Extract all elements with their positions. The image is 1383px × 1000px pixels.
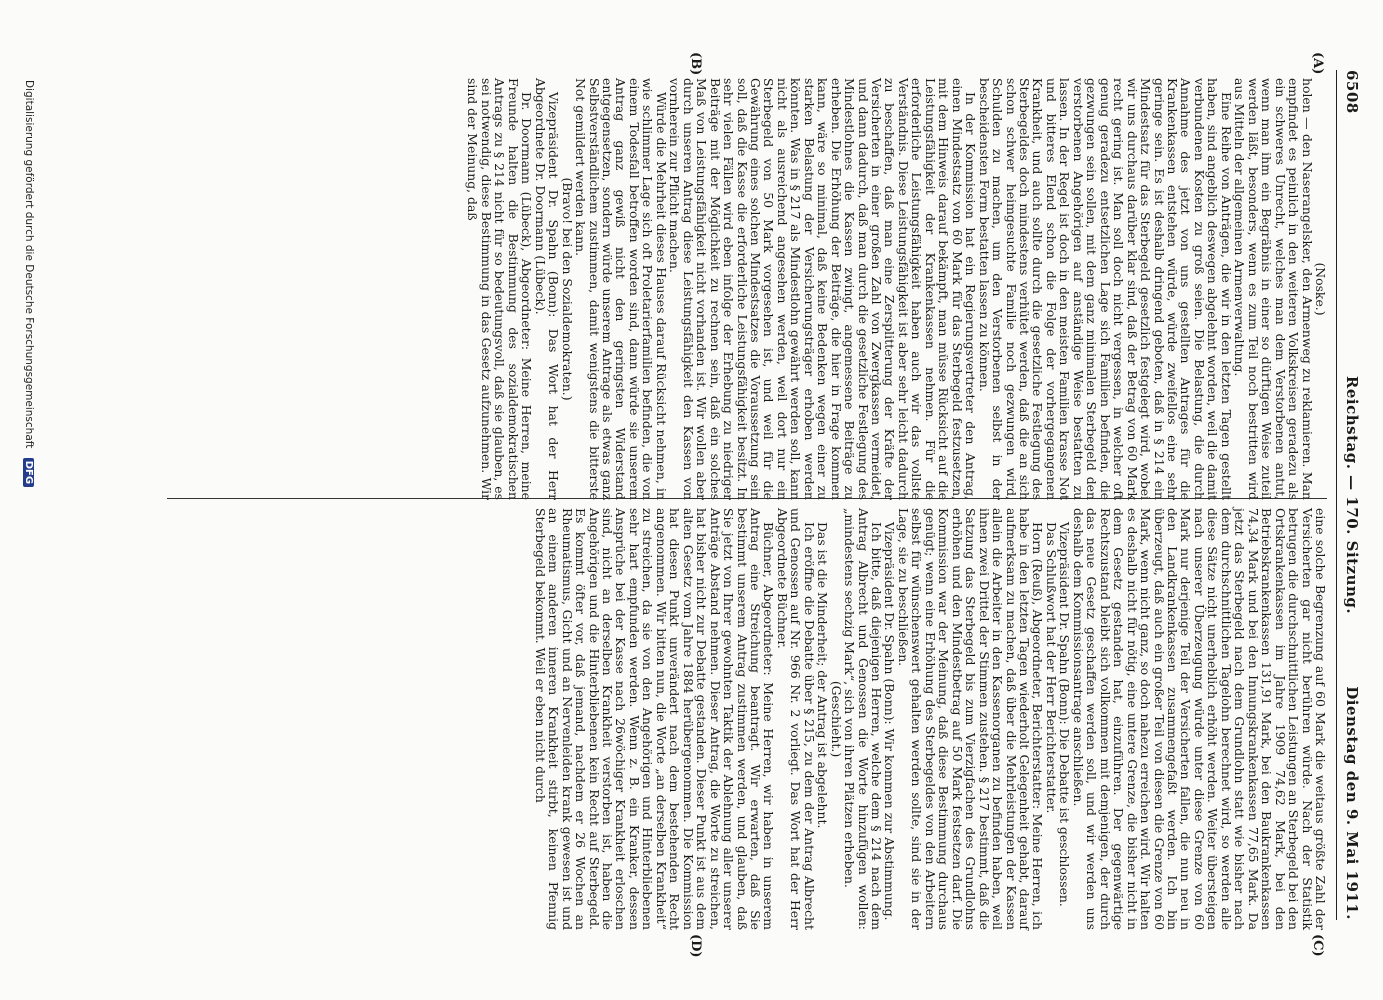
right-column: [533, 508, 1327, 930]
page-title: Reichstag. — 170. Sitzung.: [1343, 375, 1361, 615]
paragraph: holen — den Naserangelsker, den Armenweg zu reklamieren. Man empfindet es peinlich in den weiteren Volkskreisen geradezu als ein schweres Unrecht, welches man dem Verstorbenen antut, wenn man ihm ein Begräbnis in einer so dürftigen Weise zuteil werden läßt, besonders, wenn es zum Teil noch bestritten wird aus Mitteln der allgemeinen Armenverwaltung.: [1232, 78, 1315, 500]
margin-mark-a: (A): [1310, 52, 1325, 75]
margin-mark-b: (B): [688, 52, 703, 76]
dfg-logo: DFG: [23, 458, 34, 487]
paragraph: Würde die Mehrheit dieses Hauses darauf Rücksicht nehmen, in wie schlimmer Lage sich oft Proletarierfamilien befinden, die von einem Todesfall betroffen worden sind, dann würde sie unserem Antrag ganz gewiß nicht den geringsten Widerstand entgegensetzen, sondern würde unserem Antrage als etwas ganz Selbstverständlichem zustimmen, damit wenigstens die bitterste Not gemildert werden kann.: [573, 78, 669, 500]
header-rule: [1336, 70, 1337, 920]
paragraph: Horn (Reuß), Abgeordneter, Berichterstatter: Meine Herren, ich habe in den letzten Tagen wiederholt Gelegenheit gehabt, darauf aufmerksam zu machen, daß über die Mehrleistungen der Kassen allein die Arbeiter in den Kassenorganen zu befinden haben, weil ihnen zwei Drittel der Stimmen zustehen. § 217 bestimmt, daß die Satzung das Sterbegeld bis zum Vierzigfachen des Grundlohns erhöhen und den Mindestbetrag auf 50 Mark festsetzen darf. Die Kommission war der Meinung, daß diese Bestimmung durchaus genügt; wenn eine Erhöhung des Sterbegeldes von den Arbeitern selbst für wünschenswert gehalten werden sollte, sind sie in der Lage, sie zu beschließen.: [895, 508, 1046, 930]
paragraph: Vizepräsident Dr. Spahn (Bonn): Wir kommen zur Abstimmung.: [882, 522, 898, 921]
left-column: [466, 78, 1327, 500]
page-number: 6508: [1343, 70, 1361, 114]
digitization-credit: [23, 80, 35, 487]
margin-mark-d: (D): [688, 934, 703, 958]
paragraph: Dr. Doormann (Lübeck), Abgeordneter: Meine Herren, meine Freunde halten die Bestimmung des sozialdemokratischen Antrags zu § 214 nicht für so bedeutungsvoll, daß sie glauben, es sei notwendig, diese Bestimmung in das Gesetz aufzunehmen. Wir sind der Meinung, daß: [465, 78, 535, 500]
paragraph: In der Kommission hat ein Regierungsvertreter den Antrag, einen Mindestsatz von 60 Mark für das Sterbegeld festzusetzen, mit dem Hinweis darauf bekämpft, man müsse Rücksicht auf die Leistungsfähigkeit der Krankenkassen nehmen. Für die erforderliche Leistungsfähigkeit haben auch wir das vollste Verständnis. Diese Leistungsfähigkeit ist aber sehr leicht dadurch zu beschaffen, daß man eine Zersplitterung der Kräfte der Versicherten in einer großen Zahl von Zwergkassen vermeidet, und dann dadurch, daß man durch die gesetzliche Festlegung des Mindestlohnes die Kassen zwingt, angemessene Beiträge zu erheben. Die Erhöhung der Beiträge, die hier in Frage kommen kann, wäre so minimal, daß keine Bedenken wegen einer zu starken Belastung der Versicherungsträger erhoben werden könnten. Was in § 217 als Mindestlohn gewährt werden soll, kann nicht als ausreichend angesehen werden, weil dort nur ein Sterbegeld von 50 Mark vorgesehen ist, und weil für die Gewährung eines solchen Mindestsatzes die Voraussetzung sein soll, daß die Kasse die erforderliche Leistungsfähigkeit besitzt. In sehr vielen Fällen wird eben infolge der Erhebung zu niedriger Beiträge mit der Möglichkeit zu rechnen sein, daß ein solches Maß von Leistungsfähigkeit nicht vorhanden ist. Wir wollen aber durch unseren Antrag diese Leistungsfähigkeit den Kassen von vornherein zur Pflicht machen.: [667, 78, 979, 500]
paragraph: Ich eröffne die Debatte über § 215, zu dem der Antrag Albrecht und Genossen auf Nr. 966 Nr. 2 vorliegt. Das Wort hat der Herr Abgeordnete Büchner.: [774, 508, 817, 930]
paragraph: Vizepräsident Dr. Spahn (Bonn): Die Debatte ist geschlossen.: [1057, 522, 1073, 907]
applause-note: (Bravo! bei den Sozialdemokraten.): [559, 177, 575, 401]
paragraph: Das Schlußwort hat der Herr Berichterstatter.: [1043, 522, 1059, 814]
paragraph: eine solche Begrenzung auf 60 Mark die weitaus größte Zahl der Versicherten gar nicht berühren würde. Nach der Statistik betrugen die durchschnittlichen Leistungen an Sterbegeld bei den Ortskrankenkassen im Jahre 1909 74,62 Mark, bei den Betriebskrankenkassen 131,91 Mark, bei den Baukrankenkassen 74,34 Mark und bei den Innungskrankenkassen 77,65 Mark. Da jetzt das Sterbegeld nach dem Grundlohn statt wie bisher nach dem durchschnittlichen Tagelohn berechnet wird, so werden alle diese Sätze nicht unerheblich erhöht werden. Weiter übersteigen nach unserer Überzeugung würde unter diese Grenze von 60 Mark nur derjenige Teil der Versicherten fallen, die nun neu in den Landkrankenkassen zusammengefaßt werden. Ich bin überzeugt, daß auch ein großer Teil von diesen die Grenze von 60 Mark, wenn nicht ganz, so doch nahezu erreichen wird. Wir halten es deshalb nicht für nötig, eine untere Grenze, die bisher nicht in dem Gesetz gestanden hat, einzuführen. Der gegenwärtige Rechtszustand bleibt sich vollkommen mit demjenigen, der durch das neue Gesetz geschaffen werden soll, und wir werden uns deshalb dem Kommissionsantrage anschließen.: [1070, 508, 1328, 930]
paragraph: Das ist die Minderheit; der Antrag ist abgelehnt.: [815, 522, 831, 829]
paragraph: Ich bitte, daß diejenigen Herren, welche dem § 214 nach dem Antrag Albrecht und Genossen die Worte hinzufügen wollen: „mindestens sechzig Mark“, sich von ihren Plätzen erheben.: [842, 508, 885, 930]
speaker-note: (Noske.): [1313, 262, 1328, 316]
column-divider: [167, 498, 1327, 499]
paragraph: Vizepräsident Dr. Spahn (Bonn): Das Wort hat der Herr Abgeordnete Dr. Doormann (Lübeck).: [532, 78, 562, 500]
paragraph: Büchner, Abgeordneter: Meine Herren, wir haben in unserem Antrag eine Streichung beantragt. Wir erwarten, daß Sie bestimmt unserem Antrag zustimmen werden, und glauben, daß Sie jetzt von Ihrer gewohnten Taktik der Ablehnung aller unserer Anträge Abstand nehmen. Dieser Antrag, die Worte zu streichen, hat bisher nicht zur Debatte gestanden. Dieser Punkt ist aus dem alten Gesetz vom Jahre 1884 herübergenommen. Die Kommission hat diesen Punkt unverändert nach dem bestehenden Recht angenommen. Wir bitten nun, die Worte „an derselben Krankheit“ zu streichen, da sie von den Angehörigen und Hinterbliebenen sehr hart empfunden werden. Wenn z. B. ein Kranker, dessen Ansprüche bei der Kasse nach 26wöchiger Krankheit erloschen sind, nicht an derselben Krankheit verstorben ist, haben die Angehörigen und die Hinterbliebenen kein Recht auf Sterbegeld. Es kommt öfter vor, daß jemand, nachdem er 26 Wochen an Rheumatismus, Gicht und an Nervenleiden krank gewesen ist und an einem anderen inneren Krankheit stirbt, keinen Pfennig Sterbegeld bekommt. Weil er eben nicht durch: [532, 508, 777, 930]
action-note: (Geschieht.): [828, 680, 844, 758]
page-date: Dienstag den 9. Mai 1911.: [1343, 686, 1361, 920]
paragraph: Eine Reihe von Anträgen, die wir in den letzten Tagen gestellt haben, sind angeblich deswegen abgelehnt worden, weil die damit verbundenen Kosten zu groß seien. Die Belastung, die durch Annahme des jetzt von uns gestellten Antrages für die Krankenkassen entstehen würde, würde zweifellos eine sehr geringe sein. Es ist deshalb dringend geboten, daß in § 214 ein Mindestsatz für das Sterbegeld gesetzlich festgelegt wird, wobei wir uns durchaus darüber klar sind, daß der Betrag von 60 Mark recht gering ist. Man soll doch nicht vergessen, in welcher oft genug geradezu entsetzlichen Lage sich Familien befinden, die gezwungen sein sollen, mit dem ganz minimalen Sterbegeld den verstorbenen Angehörigen auf anständige Weise bestatten zu lassen. In der Regel ist doch in den meisten Familien krasse Not und bitteres Elend schon die Folge der vorhergegangenen Krankheit, und auch sollte durch die gesetzliche Festlegung des Sterbegeldes doch mindestens verhütet werden, daß die an sich schon schwer heimgesuchte Familie noch gezwungen wird, Schulden zu machen, um den Verstorbenen selbst in der bescheidensten Form bestatten lassen zu können.: [976, 78, 1234, 500]
page-header: [1335, 70, 1361, 920]
credit-text: Digitalisierung gefördert durch die Deutsche Forschungsgemeinschaft: [23, 80, 35, 449]
margin-mark-c: (C): [1310, 934, 1325, 957]
